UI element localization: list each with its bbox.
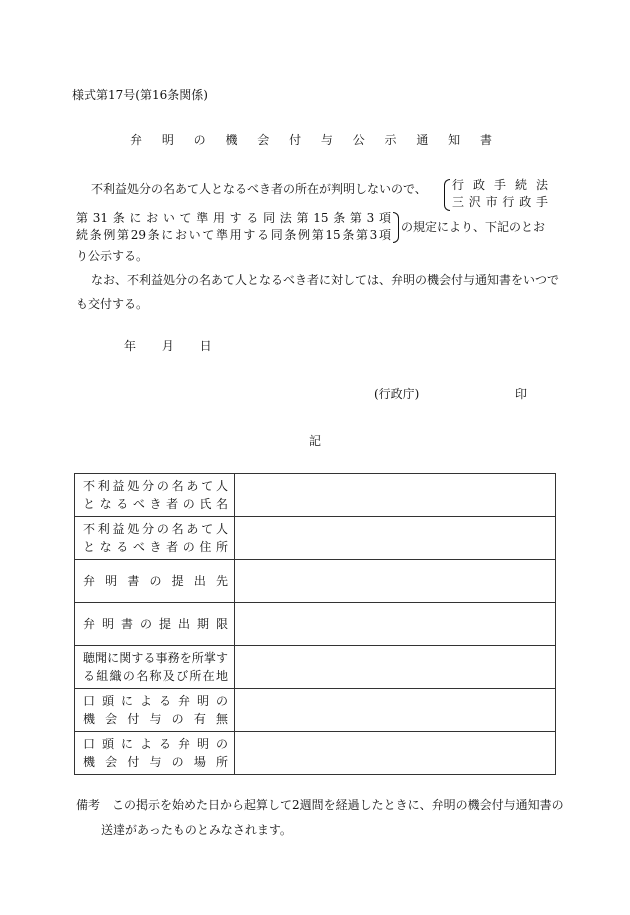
table-row <box>75 474 556 517</box>
row-label-submission-destination: 弁明書の提出先 <box>75 560 235 603</box>
seal-mark: 印 <box>515 387 528 401</box>
organization-field[interactable] <box>235 646 556 689</box>
bracket-bottom-line-1: 第31条において準用する同法第15条第3項 <box>76 211 391 225</box>
submission-deadline-field[interactable] <box>235 603 556 646</box>
body-line-5: も交付する。 <box>76 297 149 311</box>
bracket-open <box>444 179 450 211</box>
record-heading: 記 <box>308 434 321 448</box>
note-line-2: 送達があったものとみなされます。 <box>101 823 292 837</box>
table-row <box>75 646 556 689</box>
row-label-recipient-address: 不利益処分の名あて人 となるべき者の住所 <box>75 517 235 560</box>
bracket-bottom-line-2: 続条例第29条において準用する同条例第15条第3項 <box>76 228 391 242</box>
note-line-1: 備考 この掲示を始めた日から起算して2週間を経過したときに、弁明の機会付与通知書の <box>76 798 564 812</box>
recipient-address-field[interactable] <box>235 517 556 560</box>
form-number: 様式第17号(第16条関係) <box>72 88 208 102</box>
table-row <box>75 689 556 732</box>
row-label-recipient-name: 不利益処分の名あて人 となるべき者の氏名 <box>75 474 235 517</box>
bracket-top-line-2: 三 沢 市 行 政 手 <box>452 195 548 209</box>
notice-items-table <box>74 473 556 775</box>
row-label-organization: 聴聞に関する事務を所掌す る組織の名称及び所在地 <box>75 646 235 689</box>
row-label-oral-opportunity: 口頭による弁明の 機会付与の有無 <box>75 689 235 732</box>
submission-destination-field[interactable] <box>235 560 556 603</box>
body-line-3: り公示する。 <box>76 249 149 263</box>
date-line: 年 月 日 <box>124 339 212 353</box>
body-line-1: 不利益処分の名あて人となるべき者の所在が判明しないので、 <box>91 182 427 196</box>
table-row <box>75 732 556 775</box>
bracket-top-line-1: 行 政 手 続 法 <box>452 178 548 192</box>
body-after-bracket: の規定により、下記のとお <box>401 220 546 234</box>
table-row <box>75 560 556 603</box>
bracket-close <box>393 212 399 243</box>
row-label-submission-deadline: 弁明書の提出期限 <box>75 603 235 646</box>
oral-location-field[interactable] <box>235 732 556 775</box>
body-line-4: なお、不利益処分の名あて人となるべき者に対しては、弁明の機会付与通知書をいつで <box>91 273 560 287</box>
table-row <box>75 603 556 646</box>
row-label-oral-location: 口頭による弁明の 機会付与の場所 <box>75 732 235 775</box>
agency-label: (行政庁) <box>374 387 420 401</box>
table-row <box>75 517 556 560</box>
recipient-name-field[interactable] <box>235 474 556 517</box>
document-title: 弁 明 の 機 会 付 与 公 示 通 知 書 <box>130 133 500 147</box>
oral-opportunity-field[interactable] <box>235 689 556 732</box>
